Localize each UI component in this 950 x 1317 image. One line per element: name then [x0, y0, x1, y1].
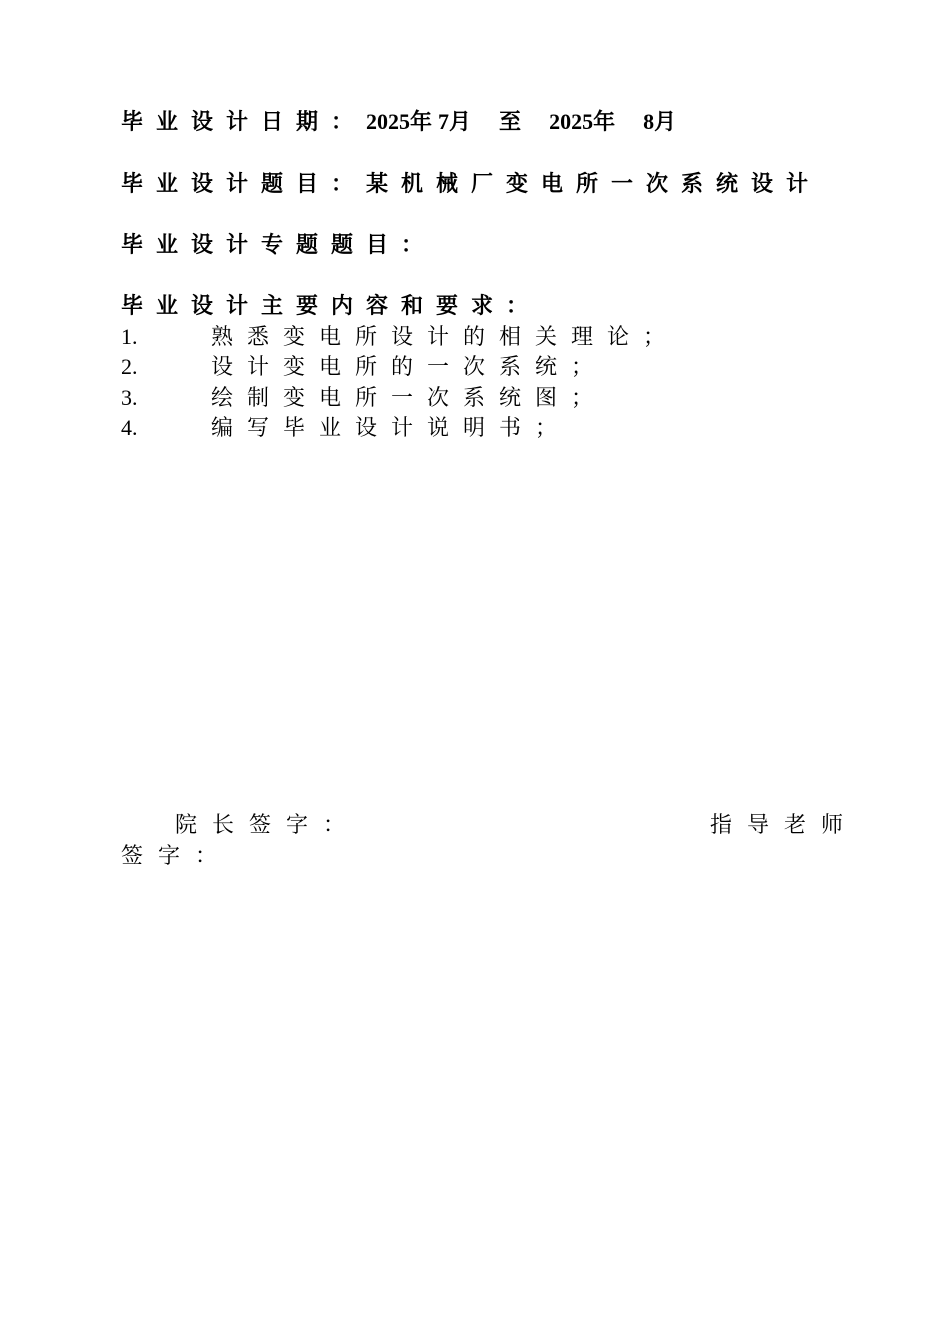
month-char-2: 月 [654, 109, 677, 135]
requirement-item [121, 352, 607, 383]
end-month: 8 [643, 109, 655, 134]
design-title-value: 某机械厂变电所一次系统设计 [366, 171, 822, 197]
start-month: 7 [438, 109, 450, 134]
design-date-row [121, 107, 676, 137]
requirement-text: 编写毕业设计说明书； [211, 416, 572, 441]
requirement-text: 设计变电所的一次系统； [211, 355, 608, 380]
year-char-1: 年 [410, 109, 433, 135]
end-year: 2025 [549, 109, 594, 134]
special-topic-label: 毕业设计专题题目： [121, 232, 437, 258]
to-word: 至 [499, 109, 522, 135]
design-title-row [121, 169, 821, 199]
requirements-heading: 毕业设计主要内容和要求： [121, 293, 542, 319]
design-title-label: 毕业设计题目： [121, 171, 367, 197]
requirement-text: 绘制变电所一次系统图； [211, 386, 608, 411]
requirement-text: 熟悉变电所设计的相关理论； [211, 325, 680, 350]
requirement-number: 3. [121, 385, 138, 410]
advisor-signature-label-part2: 签字： [121, 844, 233, 869]
start-year: 2025 [366, 109, 411, 134]
month-char-1: 月 [449, 109, 472, 135]
advisor-signature-label-part1: 指导老师 [710, 813, 859, 838]
special-topic-row [121, 230, 436, 260]
year-char-2: 年 [593, 109, 616, 135]
requirement-item [121, 413, 571, 444]
requirement-number: 4. [121, 415, 138, 440]
requirement-item [121, 322, 679, 353]
requirement-item [121, 383, 607, 414]
dean-signature-label: 院长签字： [175, 813, 361, 838]
requirement-number: 2. [121, 354, 138, 379]
design-date-label: 毕业设计日期： [121, 109, 367, 135]
requirement-number: 1. [121, 324, 138, 349]
